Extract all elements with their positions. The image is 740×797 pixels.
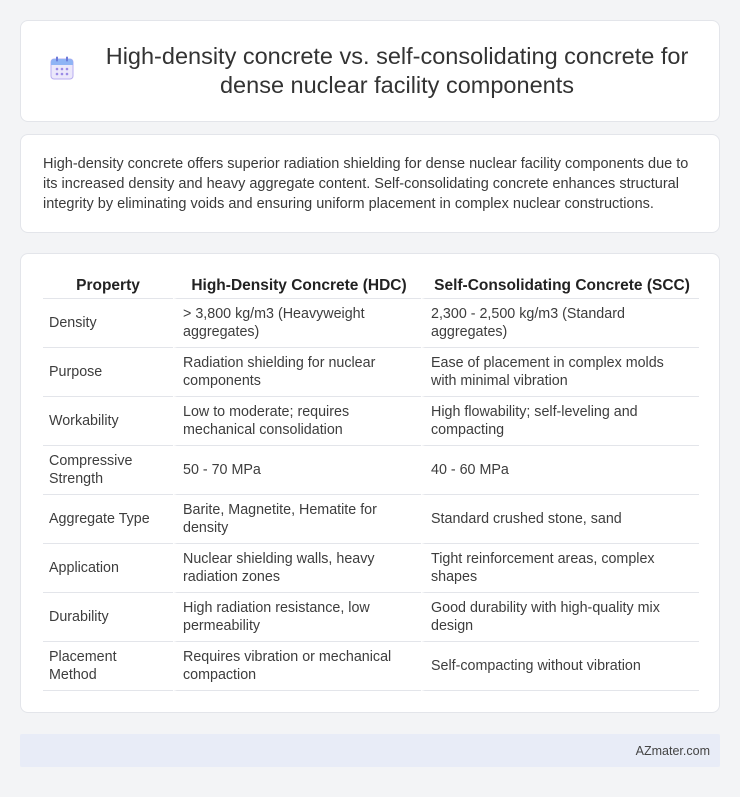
scc-cell: Good durability with high-quality mix design	[421, 593, 699, 642]
summary-card	[20, 134, 720, 233]
header-hdc: High-Density Concrete (HDC)	[173, 272, 421, 299]
comparison-table	[43, 272, 699, 691]
table-row	[43, 446, 699, 495]
hdc-cell: Requires vibration or mechanical compaction	[173, 642, 421, 691]
table-row	[43, 299, 699, 348]
table-row	[43, 593, 699, 642]
table-row	[43, 495, 699, 544]
table-row	[43, 544, 699, 593]
footer-bar	[20, 734, 720, 767]
table-row	[43, 348, 699, 397]
calendar-icon	[49, 55, 75, 81]
property-cell: Aggregate Type	[43, 495, 173, 544]
hdc-cell: Nuclear shielding walls, heavy radiation zones	[173, 544, 421, 593]
hdc-cell: High radiation resistance, low permeability	[173, 593, 421, 642]
header-property: Property	[43, 272, 173, 299]
table-row	[43, 397, 699, 446]
scc-cell: Tight reinforcement areas, complex shapes	[421, 544, 699, 593]
page-title: High-density concrete vs. self-consolidating concrete for dense nuclear facility components	[105, 43, 689, 98]
hdc-cell: Barite, Magnetite, Hematite for density	[173, 495, 421, 544]
table-header-row	[43, 272, 699, 299]
header-scc: Self-Consolidating Concrete (SCC)	[421, 272, 699, 299]
property-cell: Compressive Strength	[43, 446, 173, 495]
property-cell: Durability	[43, 593, 173, 642]
property-cell: Application	[43, 544, 173, 593]
hdc-cell: 50 - 70 MPa	[173, 446, 421, 495]
title-card	[20, 20, 720, 122]
footer-brand[interactable]: AZmater.com	[635, 743, 710, 758]
property-cell: Placement Method	[43, 642, 173, 691]
scc-cell: Ease of placement in complex molds with minimal vibration	[421, 348, 699, 397]
scc-cell: 2,300 - 2,500 kg/m3 (Standard aggregates)	[421, 299, 699, 348]
table-row	[43, 642, 699, 691]
scc-cell: Standard crushed stone, sand	[421, 495, 699, 544]
hdc-cell: Low to moderate; requires mechanical consolidation	[173, 397, 421, 446]
hdc-cell: Radiation shielding for nuclear components	[173, 348, 421, 397]
scc-cell: Self-compacting without vibration	[421, 642, 699, 691]
property-cell: Purpose	[43, 348, 173, 397]
comparison-table-card	[20, 253, 720, 713]
property-cell: Workability	[43, 397, 173, 446]
scc-cell: High flowability; self-leveling and compacting	[421, 397, 699, 446]
hdc-cell: > 3,800 kg/m3 (Heavyweight aggregates)	[173, 299, 421, 348]
scc-cell: 40 - 60 MPa	[421, 446, 699, 495]
summary-text: High-density concrete offers superior radiation shielding for dense nuclear facility components due to its increased density and heavy aggregate content. Self-consolidating concrete enhances structural integrity by eliminating voids and ensuring uniform placement in complex nuclear constructions.	[43, 156, 689, 212]
property-cell: Density	[43, 299, 173, 348]
